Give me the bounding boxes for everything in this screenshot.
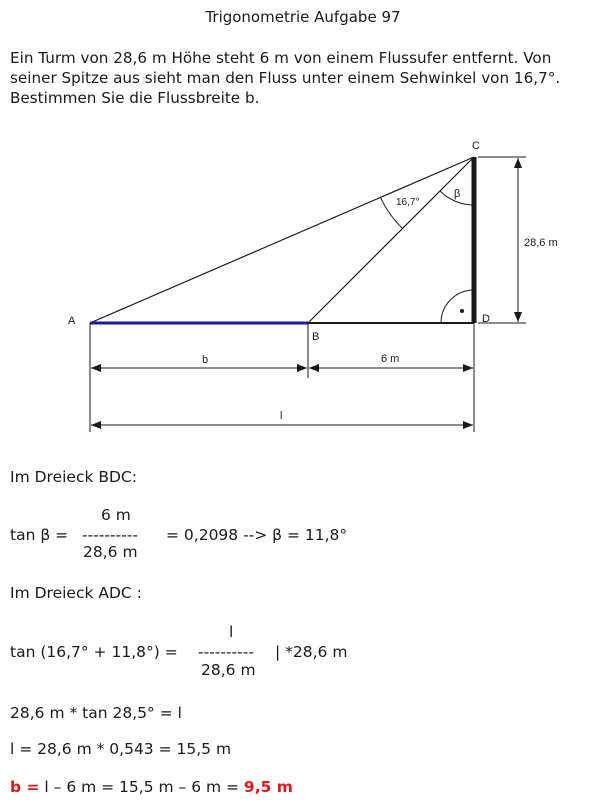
step-equation: l = 28,6 m * 0,543 = 15,5 m — [10, 740, 232, 758]
triangle-figure — [0, 130, 606, 440]
fraction-numerator: 6 m — [101, 506, 131, 524]
fraction-denominator: 28,6 m — [201, 661, 256, 679]
fraction-denominator: 28,6 m — [83, 543, 138, 561]
problem-line: Ein Turm von 28,6 m Höhe steht 6 m von einem Flussufer entfernt. Von — [10, 49, 552, 67]
height-label: 28,6 m — [524, 237, 558, 249]
equation-lhs: tan (16,7° + 11,8°) = — [10, 643, 178, 661]
right-angle-dot — [460, 309, 464, 313]
result-line — [10, 778, 293, 796]
problem-line: Bestimmen Sie die Flussbreite b. — [10, 89, 260, 107]
angle-label-beta: β — [454, 188, 461, 200]
section-heading-adc: Im Dreieck ADC : — [10, 584, 142, 602]
problem-text — [10, 48, 600, 108]
line-ac — [90, 157, 474, 323]
section-heading-bdc: Im Dreieck BDC: — [10, 468, 137, 486]
step-equation: 28,6 m * tan 28,5° = l — [10, 704, 182, 722]
equation-rhs: | *28,6 m — [275, 643, 348, 661]
fraction-bar: ---------- — [198, 643, 254, 661]
dim-b-label: b — [202, 354, 209, 366]
result-value: 9,5 m — [243, 778, 293, 796]
angle-label-16-7: 16,7° — [396, 197, 420, 208]
fraction-numerator: l — [229, 623, 234, 641]
label-d: D — [482, 313, 490, 325]
page-title: Trigonometrie Aufgabe 97 — [205, 8, 401, 26]
equation-rhs: = 0,2098 --> β = 11,8° — [166, 526, 348, 544]
result-prefix: b = — [10, 778, 40, 796]
problem-line: seiner Spitze aus sieht man den Fluss unter einem Sehwinkel von 16,7°. — [10, 69, 561, 87]
equation-lhs: tan β = — [10, 526, 69, 544]
label-c: C — [472, 140, 480, 152]
label-a: A — [68, 315, 76, 327]
fraction-bar: ---------- — [82, 526, 138, 544]
dim-6m-label: 6 m — [381, 353, 400, 365]
dim-l-label: l — [280, 410, 283, 422]
result-middle: l – 6 m = 15,5 m – 6 m = — [39, 778, 244, 796]
right-angle-arc — [441, 290, 474, 323]
label-b: B — [312, 331, 320, 343]
line-bc — [308, 157, 474, 323]
